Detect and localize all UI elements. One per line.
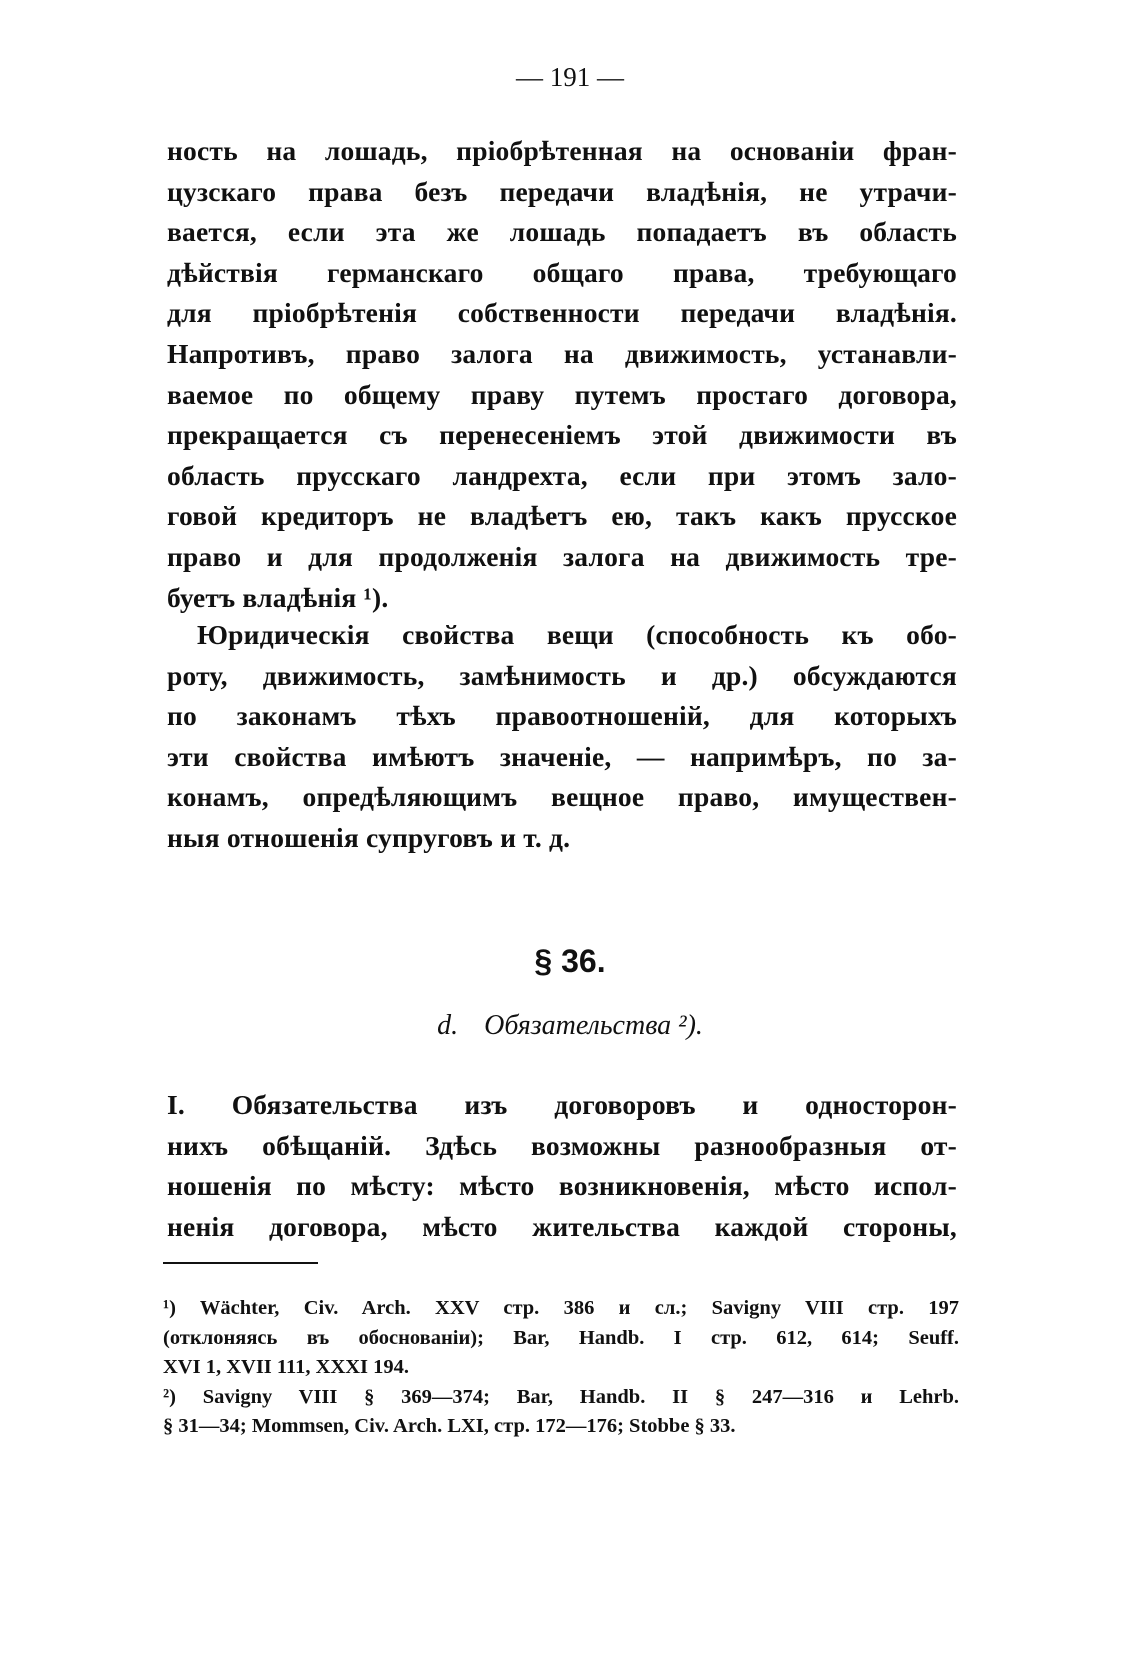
paragraph-2 — [167, 615, 957, 859]
text-line: нихъ обѣщаній. Здѣсь возможны разнообразныя от- — [167, 1129, 957, 1161]
page-number: — 191 — — [516, 62, 624, 92]
subtitle-text: Обязательства ²). — [484, 1010, 703, 1041]
text-line: вается, если эта же лошадь попадаетъ въ область — [167, 216, 957, 248]
text-line: право и для продолженія залога на движимость тре- — [167, 540, 957, 572]
text-line: по законамъ тѣхъ правоотношеній, для которыхъ — [167, 700, 957, 732]
text-line: I. Обязательства изъ договоровъ и односторон- — [167, 1089, 957, 1120]
text-line: цузскаго права безъ передачи владѣнія, не утрачи- — [167, 175, 957, 207]
paragraph-1 — [167, 131, 957, 618]
text-line: Юридическія свойства вещи (способность къ обо- — [197, 619, 957, 650]
footnotes — [163, 1294, 959, 1442]
text-line: ность на лошадь, пріобрѣтенная на основаніи фран- — [167, 135, 957, 166]
footnote-line: ²) Savigny VIII § 369—374; Bar, Handb. II § 247—316 и Lehrb. — [163, 1385, 959, 1408]
section-title: § 36. — [534, 943, 606, 979]
paragraph-3 — [167, 1085, 957, 1247]
text-line: для пріобрѣтенія собственности передачи владѣнія. — [167, 297, 957, 329]
text-line: ваемое по общему праву путемъ простаго договора, — [167, 378, 957, 410]
footnote-divider — [163, 1262, 318, 1264]
section-subtitle — [0, 1010, 1140, 1042]
text-line: говой кредиторъ не владѣетъ ею, такъ какъ прусское — [167, 500, 957, 532]
text-line: область прусскаго ландрехта, если при этомъ зало- — [167, 459, 957, 491]
subtitle-letter: d. — [437, 1010, 459, 1041]
text-line: ношенія по мѣсту: мѣсто возникновенія, мѣсто испол- — [167, 1170, 957, 1202]
text-line: ныя отношенія супруговъ и т. д. — [167, 821, 571, 853]
footnote-line: (отклоняясь въ обоснованіи); Bar, Handb. I стр. 612, 614; Seuff. — [163, 1326, 959, 1349]
text-line: роту, движимость, замѣнимость и др.) обсуждаются — [167, 659, 957, 691]
text-line: дѣйствія германскаго общаго права, требующаго — [167, 256, 957, 288]
text-line: Напротивъ, право залога на движимость, устанавли- — [167, 337, 957, 369]
text-line: ненія договора, мѣсто жительства каждой стороны, — [167, 1210, 957, 1242]
text-line: эти свойства имѣютъ значеніе, — напримѣръ, по за- — [167, 740, 957, 772]
text-line: прекращается съ перенесеніемъ этой движимости въ — [167, 419, 957, 451]
footnote-line: XVI 1, XVII 111, XXXI 194. — [163, 1356, 410, 1378]
footnote-line: § 31—34; Mommsen, Civ. Arch. LXI, стр. 172—176; Stobbe § 33. — [163, 1415, 736, 1437]
text-line: конамъ, опредѣляющимъ вещное право, имуществен- — [167, 781, 957, 813]
text-line: буетъ владѣнія ¹). — [167, 581, 389, 613]
footnote-line: ¹) Wächter, Civ. Arch. XXV стр. 386 и сл.; Savigny VIII стр. 197 — [163, 1297, 959, 1319]
